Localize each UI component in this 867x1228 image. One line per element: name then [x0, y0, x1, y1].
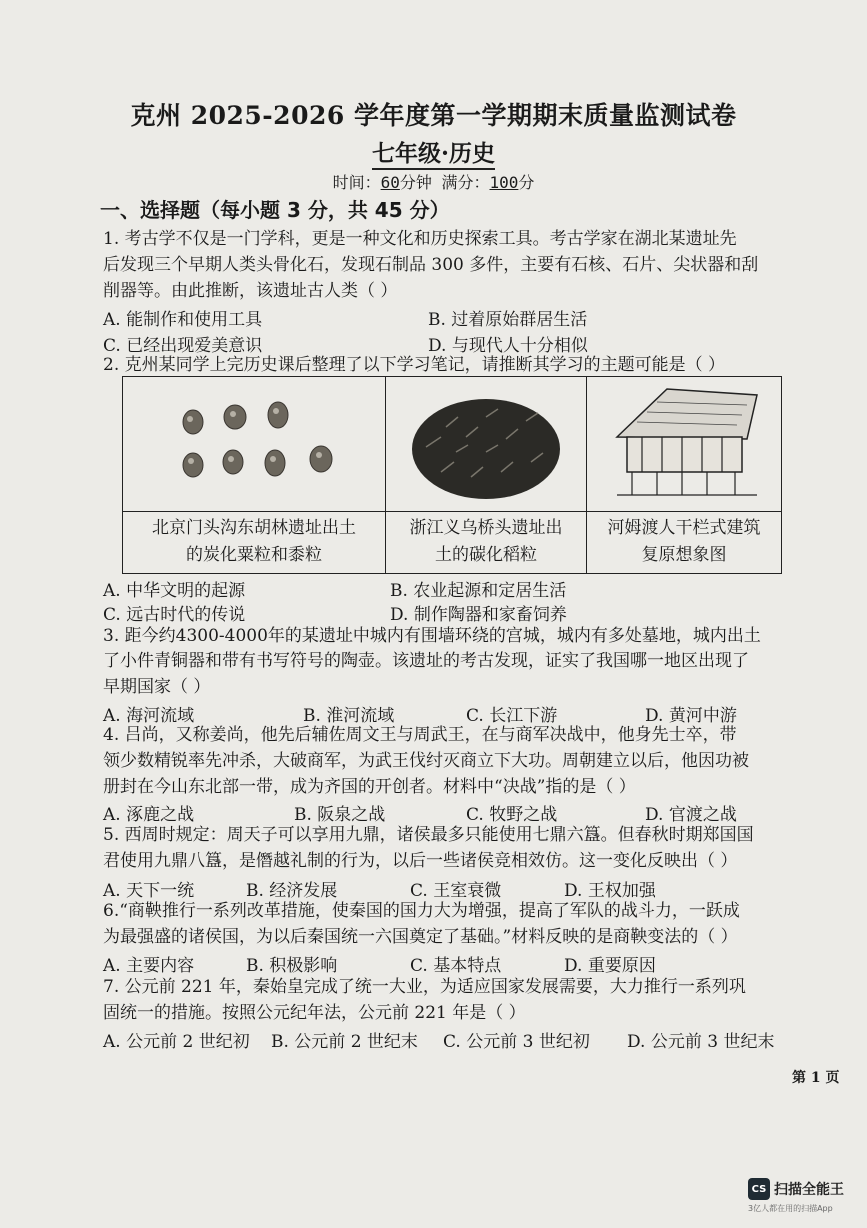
question-1-line-3: 削器等。由此推断，该遗址古人类（ ） [103, 281, 398, 301]
option-4d: D. 官渡之战 [645, 805, 737, 825]
stilt-house-image [587, 377, 781, 511]
subtitle-text: 七年级·历史 [372, 140, 495, 170]
option-6b: B. 积极影响 [246, 956, 338, 976]
option-5b: B. 经济发展 [246, 881, 338, 901]
question-3-line-2: 了小件青铜器和带有书写符号的陶壶。该遗址的考古发现，证实了我国哪一地区出现了 [103, 651, 749, 671]
option-3a: A. 海河流域 [103, 706, 195, 726]
camscanner-logo-icon: CS [748, 1178, 770, 1200]
question-7-line-2: 固统一的措施。按照公元纪年法，公元前 221 年是（ ） [103, 1003, 526, 1023]
table-cell-millet [123, 377, 386, 573]
option-5d: D. 王权加强 [564, 881, 656, 901]
option-7b: B. 公元前 2 世纪末 [271, 1032, 418, 1052]
option-4c: C. 牧野之战 [466, 805, 558, 825]
option-1d: D. 与现代人十分相似 [428, 336, 588, 356]
brand-slogan: 3亿人都在用的扫描App [748, 1204, 833, 1213]
time-label: 时间： [332, 173, 381, 192]
question-4-line-3: 册封在今山东北部一带，成为齐国的开创者。材料中“决战”指的是（ ） [103, 777, 636, 797]
time-value: 60 [380, 173, 400, 192]
caption-millet-line-1: 北京门头沟东胡林遗址出土 [152, 518, 356, 538]
question-1-line-1: 1. 考古学不仅是一门学科，更是一种文化和历史探索工具。考古学家在湖北某遗址先 [103, 229, 737, 249]
caption-house [587, 511, 781, 573]
question-7-line-1: 7. 公元前 221 年，秦始皇完成了统一大业，为适应国家发展需要，大力推行一系列巩 [103, 977, 746, 997]
millet-grains-image [123, 377, 386, 511]
option-1b: B. 过着原始群居生活 [428, 310, 588, 330]
time-unit: 分钟 满分： [399, 173, 490, 192]
caption-rice-line-2: 土的碳化稻粒 [435, 545, 537, 565]
caption-millet-line-2: 的炭化粟粒和黍粒 [186, 545, 322, 565]
option-6c: C. 基本特点 [410, 956, 502, 976]
option-2d: D. 制作陶器和家畜饲养 [390, 605, 567, 625]
question-4-line-1: 4. 吕尚，又称姜尚，他先后辅佐周文王与周武王，在与商军决战中，他身先士卒，带 [103, 725, 737, 745]
question-1-line-2: 后发现三个早期人类头骨化石，发现石制品 300 多件，主要有石核、石片、尖状器和刮 [103, 255, 759, 275]
option-3b: B. 淮河流域 [303, 706, 395, 726]
option-6d: D. 重要原因 [564, 956, 656, 976]
option-6a: A. 主要内容 [103, 956, 195, 976]
option-2c: C. 远古时代的传说 [103, 605, 246, 625]
scanner-watermark [748, 1178, 844, 1200]
caption-millet [123, 511, 385, 573]
exam-title: 克州 2025-2026 学年度第一学期期末质量监测试卷 [130, 101, 737, 130]
caption-rice-line-1: 浙江义乌桥头遗址出 [409, 518, 563, 538]
option-7a: A. 公元前 2 世纪初 [103, 1032, 250, 1052]
exam-time-info [0, 170, 867, 193]
question-6-line-2: 为最强盛的诸侯国，为以后秦国统一六国奠定了基础。”材料反映的是商鞅变法的（ ） [103, 927, 738, 947]
study-notes-table [122, 376, 782, 574]
option-1c: C. 已经出现爱美意识 [103, 336, 263, 356]
score-unit: 分 [518, 173, 535, 192]
caption-house-line-1: 河姆渡人干栏式建筑 [607, 518, 761, 538]
option-4a: A. 涿鹿之战 [103, 805, 195, 825]
caption-rice [386, 511, 586, 573]
option-5c: C. 王室衰微 [410, 881, 502, 901]
question-5-line-2: 君使用九鼎八簋，是僭越礼制的行为，以后一些诸侯竞相效仿。这一变化反映出（ ） [103, 851, 738, 871]
question-2-line-1: 2. 克州某同学上完历史课后整理了以下学习笔记，请推断其学习的主题可能是（ ） [103, 355, 726, 375]
option-2a: A. 中华文明的起源 [103, 581, 246, 601]
option-3d: D. 黄河中游 [645, 706, 737, 726]
page-number: 第 1 页 [792, 1070, 840, 1086]
caption-house-line-2: 复原想象图 [641, 545, 727, 565]
rice-grains-image [386, 377, 587, 511]
option-4b: B. 阪泉之战 [294, 805, 386, 825]
question-4-line-2: 领少数精锐率先冲杀，大破商军，为武王伐纣灭商立下大功。周朝建立以后，他因功被 [103, 751, 749, 771]
option-7c: C. 公元前 3 世纪初 [443, 1032, 590, 1052]
brand-name: 扫描全能王 [774, 1182, 844, 1198]
table-cell-rice [386, 377, 587, 573]
question-3-line-1: 3. 距今约4300-4000年的某遗址中城内有围墙环绕的宫城，城内有多处墓地，城内出土 [103, 626, 761, 646]
score-value: 100 [489, 173, 519, 192]
option-5a: A. 天下一统 [103, 881, 195, 901]
table-cell-house [587, 377, 781, 573]
option-7d: D. 公元前 3 世纪末 [627, 1032, 775, 1052]
question-6-line-1: 6.“商鞅推行一系列改革措施，使秦国的国力大为增强，提高了军队的战斗力，一跃成 [103, 901, 740, 921]
exam-subtitle [0, 135, 867, 168]
question-3-line-3: 早期国家（ ） [103, 677, 211, 697]
option-1a: A. 能制作和使用工具 [103, 310, 263, 330]
option-3c: C. 长江下游 [466, 706, 558, 726]
option-2b: B. 农业起源和定居生活 [390, 581, 567, 601]
question-5-line-1: 5. 西周时规定：周天子可以享用九鼎，诸侯最多只能使用七鼎六簋。但春秋时期郑国国 [103, 825, 754, 845]
section-heading: 一、选择题（每小题 3 分，共 45 分） [100, 198, 450, 222]
